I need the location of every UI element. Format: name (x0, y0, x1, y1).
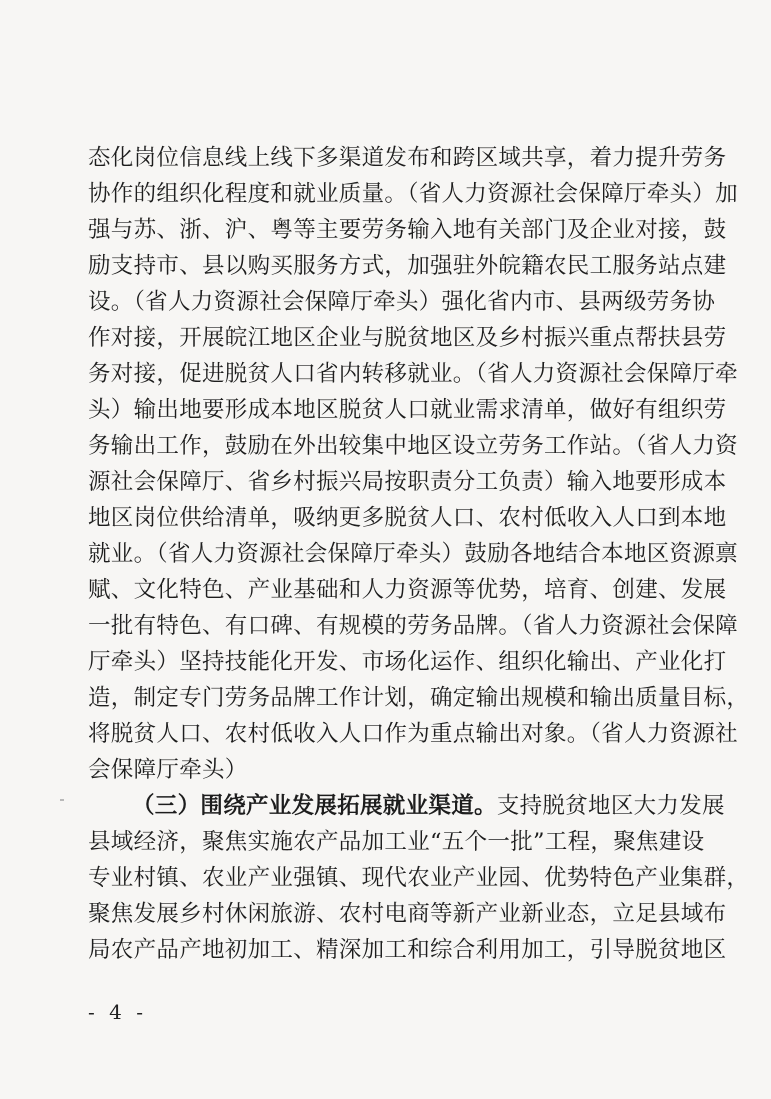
text-line: 源社会保障厅、省乡村振兴局按职责分工负责）输入地要形成本 (88, 469, 727, 495)
text-line: 一批有特色、有口碑、有规模的劳务品牌。（省人力资源社会保障 (88, 613, 738, 639)
paragraph-2-first-line (88, 788, 725, 824)
scan-mark (60, 799, 64, 801)
text-line: 态化岗位信息线上线下多渠道发布和跨区域共享，着力提升劳务 (88, 145, 727, 171)
text-line: 励支持市、县以购买服务方式，加强驻外皖籍农民工服务站点建 (88, 253, 727, 279)
paragraph-2 (88, 788, 750, 968)
text-line: 会保障厅牵头） (88, 757, 248, 783)
body-text (88, 140, 750, 968)
text-line: 专业村镇、农业产业强镇、现代农业产业园、优势特色产业集群， (88, 865, 750, 891)
text-line: 局农产品产地初加工、精深加工和综合利用加工，引导脱贫地区 (88, 937, 727, 963)
text-line: 赋、文化特色、产业基础和人力资源等优势，培育、创建、发展 (88, 577, 727, 603)
text-line: 就业。（省人力资源社会保障厅牵头）鼓励各地结合本地区资源禀 (88, 541, 738, 567)
paragraph-1 (88, 140, 750, 788)
text-line: 强与苏、浙、沪、粤等主要劳务输入地有关部门及企业对接，鼓 (88, 217, 727, 243)
text-line: 聚焦发展乡村休闲旅游、农村电商等新产业新业态，立足县域布 (88, 901, 727, 927)
section-heading: （三）围绕产业发展拓展就业渠道。 (132, 793, 497, 819)
text-line: 作对接，开展皖江地区企业与脱贫地区及乡村振兴重点帮扶县劳 (88, 325, 727, 351)
text-line: 造，制定专门劳务品牌工作计划，确定输出规模和输出质量目标， (88, 685, 750, 711)
text-line: 务对接，促进脱贫人口省内转移就业。（省人力资源社会保障厅牵 (88, 361, 738, 387)
text-line: 将脱贫人口、农村低收入人口作为重点输出对象。（省人力资源社 (88, 721, 738, 747)
text-line: 协作的组织化程度和就业质量。（省人力资源社会保障厅牵头）加 (88, 181, 738, 207)
page-number: - 4 - (88, 1000, 147, 1024)
paragraph-2-first-rest: 支持脱贫地区大力发展 (496, 793, 725, 819)
text-line: 头）输出地要形成本地区脱贫人口就业需求清单，做好有组织劳 (88, 397, 727, 423)
text-line: 务输出工作，鼓励在外出较集中地区设立劳务工作站。（省人力资 (88, 433, 738, 459)
text-line: 设。（省人力资源社会保障厅牵头）强化省内市、县两级劳务协 (88, 289, 716, 315)
text-line: 地区岗位供给清单，吸纳更多脱贫人口、农村低收入人口到本地 (88, 505, 727, 531)
text-line: 厅牵头）坚持技能化开发、市场化运作、组织化输出、产业化打 (88, 649, 727, 675)
text-line: 县域经济，聚焦实施农产品加工业“五个一批”工程，聚焦建设 (88, 829, 705, 855)
